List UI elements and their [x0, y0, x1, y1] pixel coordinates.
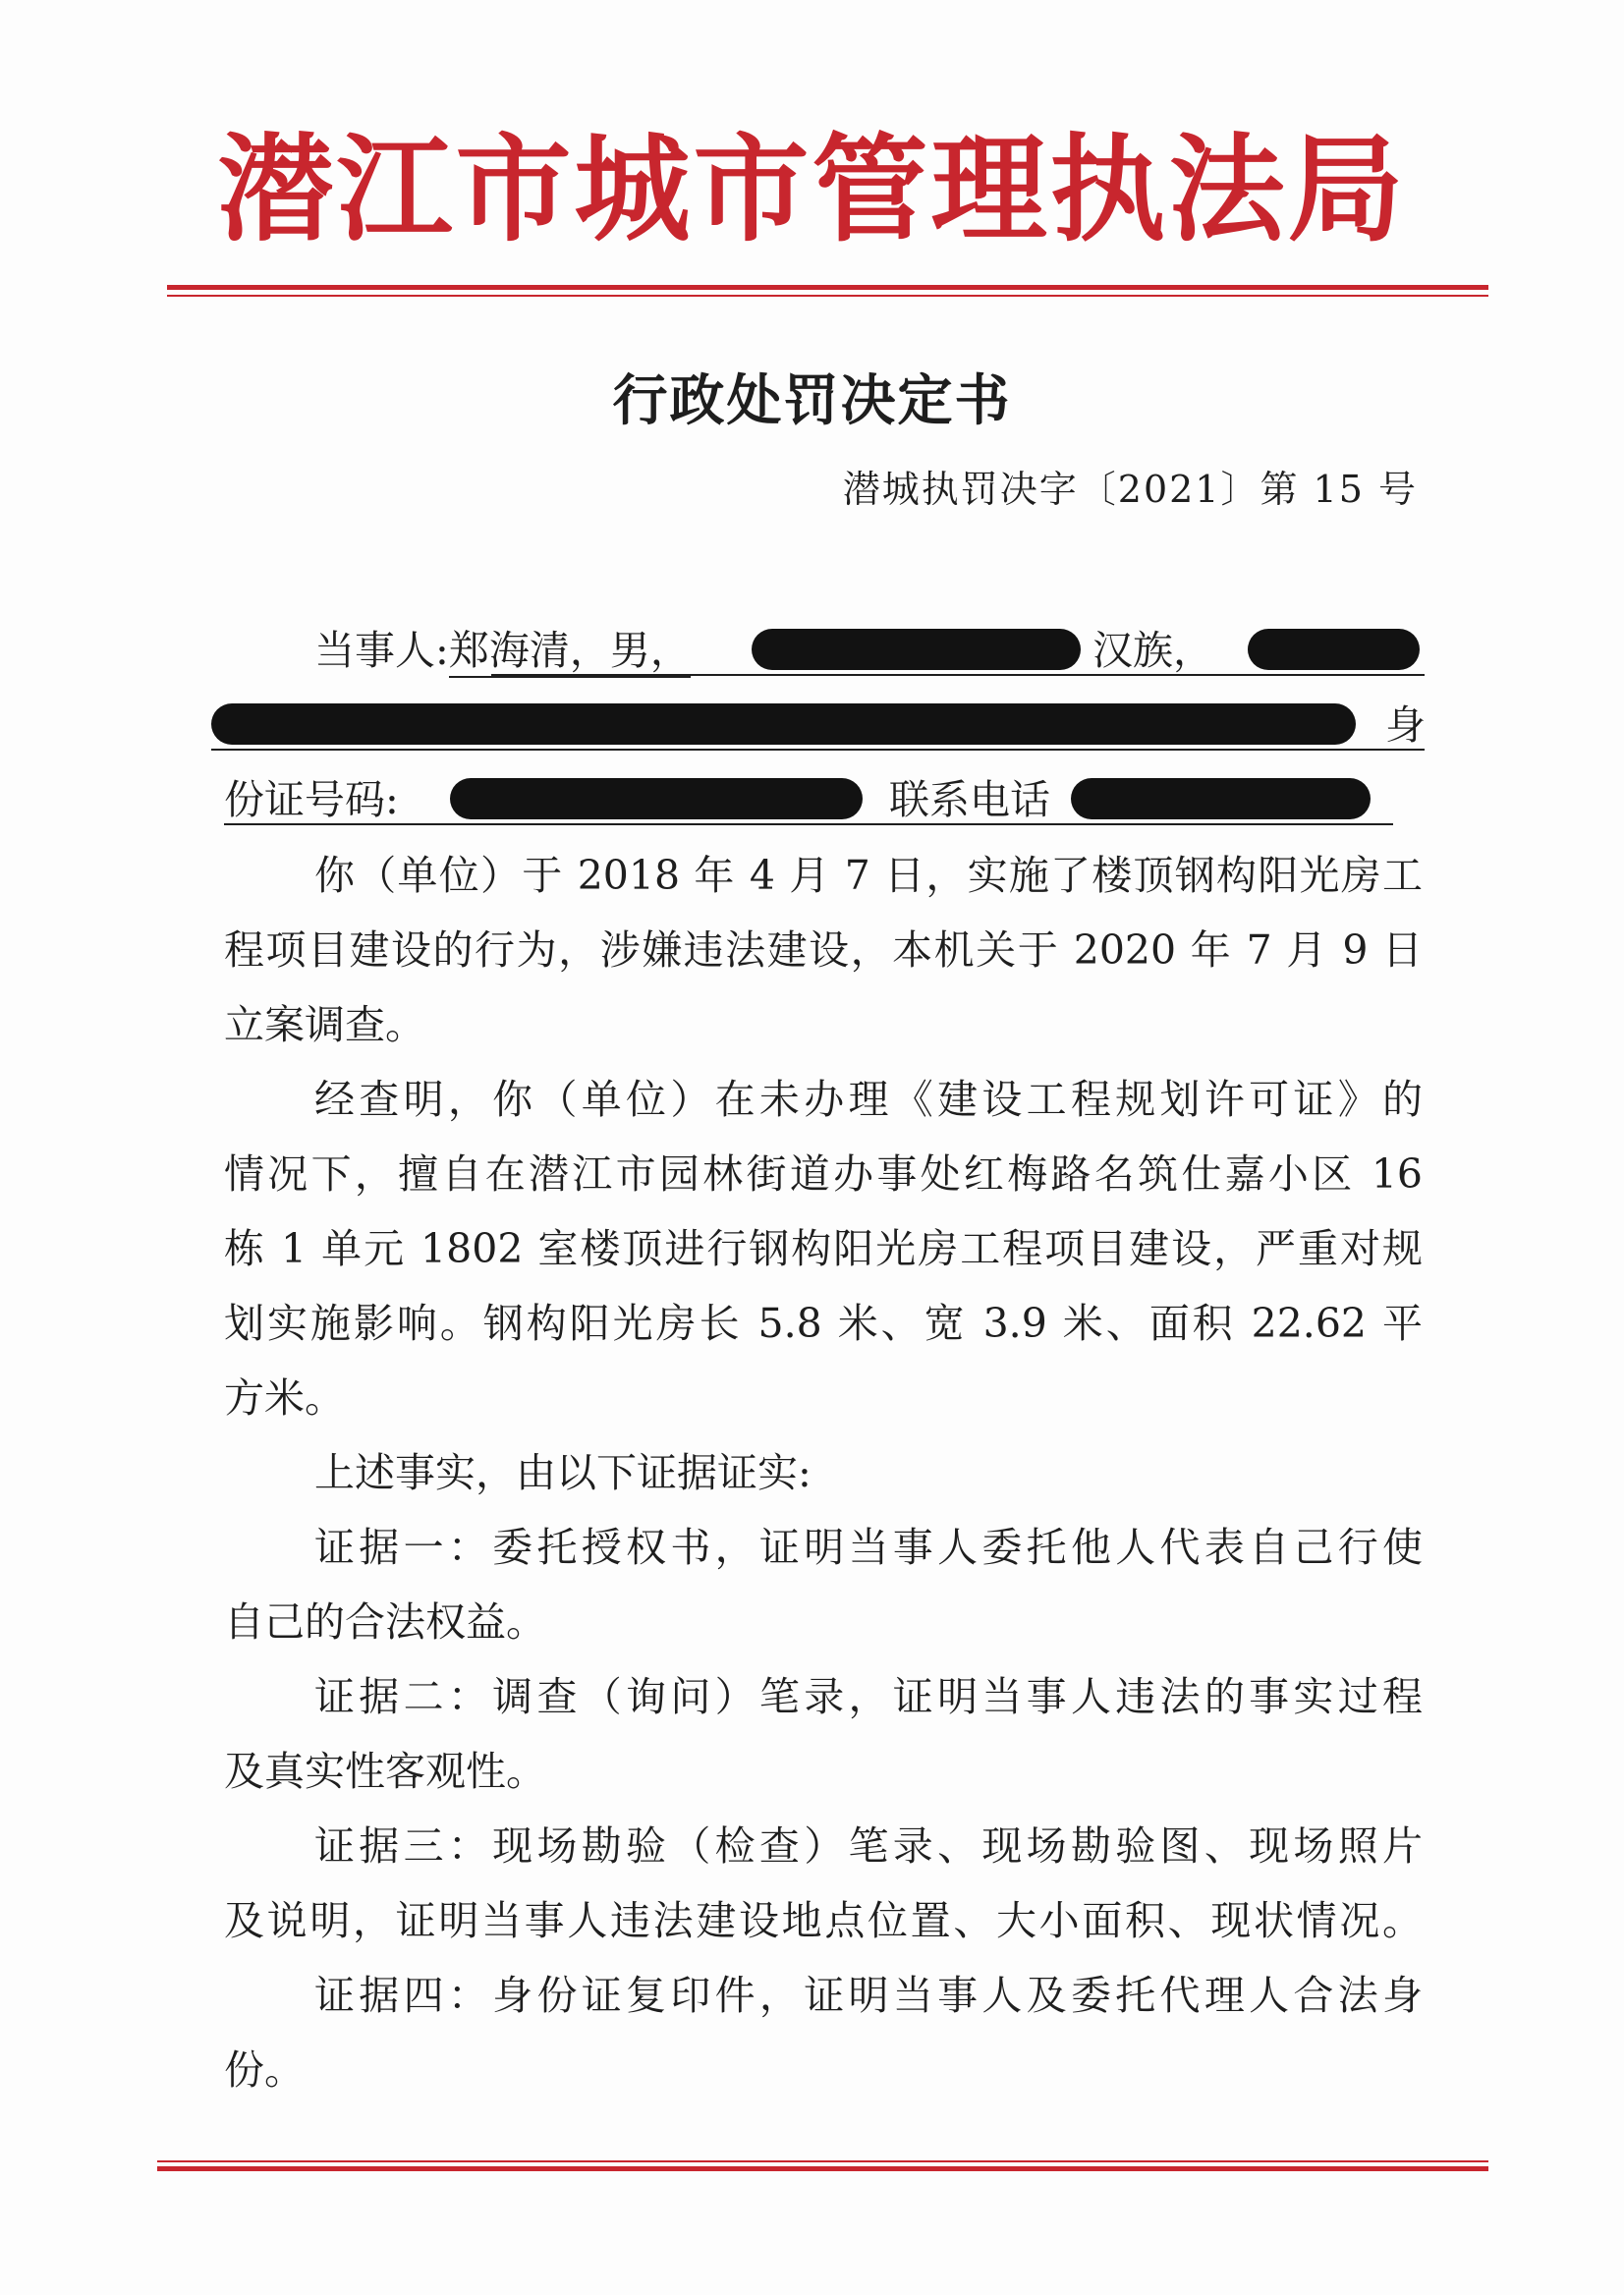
underline-line-2: [211, 749, 1425, 751]
evidence-4-line-1: 证据四：身份证复印件，证明当事人及委托代理人合法身: [314, 1972, 1423, 2019]
redaction-birth: [752, 629, 1081, 670]
agency-letterhead: 潜江市城市管理执法局: [217, 121, 1407, 257]
p3-line-1: 上述事实，由以下证据证实:: [314, 1449, 812, 1496]
footer-rule-thick: [157, 2166, 1488, 2171]
document-title: 行政处罚决定书: [612, 368, 1012, 433]
underline-line-1: [491, 674, 1425, 676]
p1-line-3: 立案调查。: [224, 1001, 425, 1048]
p2-line-5: 方米。: [224, 1374, 345, 1422]
redaction-id-number: [450, 778, 863, 819]
evidence-4-line-2: 份。: [224, 2046, 305, 2094]
party-id-tail: 身: [1385, 701, 1426, 749]
redaction-address-start: [1248, 629, 1420, 670]
evidence-1-line-1: 证据一：委托授权书，证明当事人委托他人代表自己行使: [314, 1524, 1423, 1571]
redaction-address: [211, 703, 1356, 745]
p2-line-2: 情况下，擅自在潜江市园林街道办事处红梅路名筑仕嘉小区 16: [224, 1150, 1423, 1198]
party-ethnicity: 汉族，: [1092, 627, 1213, 674]
party-phone-label: 联系电话: [889, 776, 1050, 823]
redaction-phone: [1071, 778, 1371, 819]
party-label: 当事人:: [314, 627, 449, 674]
underline-line-3: [224, 823, 1393, 825]
p1-line-1: 你（单位）于 2018 年 4 月 7 日，实施了楼顶钢构阳光房工: [314, 852, 1423, 899]
p2-line-3: 栋 1 单元 1802 室楼顶进行钢构阳光房工程项目建设，严重对规: [224, 1225, 1423, 1272]
evidence-1-line-2: 自己的合法权益。: [224, 1598, 546, 1646]
header-rule-thick: [167, 285, 1488, 290]
party-id-label: 份证号码:: [224, 776, 399, 823]
p2-line-1: 经查明，你（单位）在未办理《建设工程规划许可证》的: [314, 1076, 1423, 1123]
evidence-3-line-2: 及说明，证明当事人违法建设地点位置、大小面积、现状情况。: [224, 1897, 1423, 1944]
header-rule-thin: [167, 295, 1488, 297]
evidence-2-line-2: 及真实性客观性。: [224, 1748, 546, 1795]
party-name-gender: 郑海清，男，: [449, 627, 691, 678]
evidence-2-line-1: 证据二：调查（询问）笔录，证明当事人违法的事实过程: [314, 1673, 1423, 1720]
footer-rule-thin: [157, 2160, 1488, 2162]
p2-line-4: 划实施影响。钢构阳光房长 5.8 米、宽 3.9 米、面积 22.62 平: [224, 1300, 1423, 1347]
evidence-3-line-1: 证据三：现场勘验（检查）笔录、现场勘验图、现场照片: [314, 1822, 1423, 1870]
p1-line-2: 程项目建设的行为，涉嫌违法建设，本机关于 2020 年 7 月 9 日: [224, 926, 1423, 974]
document-number: 潜城执罚决字〔2021〕第 15 号: [842, 468, 1418, 511]
